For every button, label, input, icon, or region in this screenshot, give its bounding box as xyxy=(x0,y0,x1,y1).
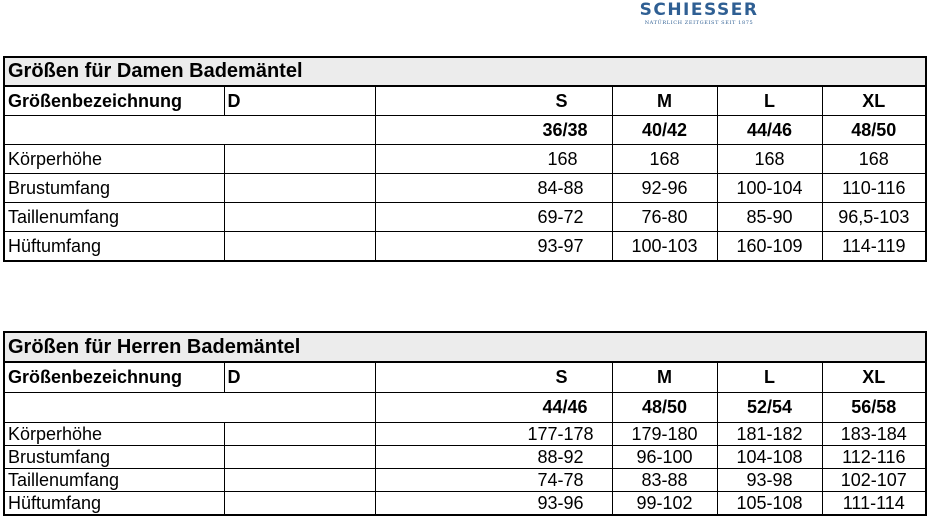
size-number-row xyxy=(4,116,926,145)
empty-cell xyxy=(224,446,375,469)
row-label: Brustumfang xyxy=(4,446,224,469)
value-cell: 99-102 xyxy=(612,492,717,516)
size-number-cell: 44/46 xyxy=(375,393,612,423)
empty-cell xyxy=(224,232,375,262)
value-cell: 96-100 xyxy=(612,446,717,469)
empty-cell xyxy=(224,145,375,174)
value-cell: 104-108 xyxy=(717,446,822,469)
table-title: Größen für Damen Bademäntel xyxy=(4,57,926,86)
value-cell: 168 xyxy=(822,145,926,174)
value-cell: 93-98 xyxy=(717,469,822,492)
value-cell: 112-116 xyxy=(822,446,926,469)
size-number-cell: 44/46 xyxy=(717,116,822,145)
value-cell: 76-80 xyxy=(612,203,717,232)
value-cell: 110-116 xyxy=(822,174,926,203)
value-cell: 85-90 xyxy=(717,203,822,232)
table-row xyxy=(4,145,926,174)
value-cell: 93-96 xyxy=(375,492,612,516)
value-cell: 181-182 xyxy=(717,423,822,446)
value-cell: 74-78 xyxy=(375,469,612,492)
size-header-row xyxy=(4,86,926,116)
value-cell: 83-88 xyxy=(612,469,717,492)
size-label-header: Größenbezeichnung xyxy=(4,86,224,116)
row-label: Hüftumfang xyxy=(4,492,224,516)
logo-tagline: NATÜRLICH ZEITGEIST SEIT 1875 xyxy=(644,20,754,26)
logo-brand: SCHIESSER xyxy=(639,0,759,20)
table-row xyxy=(4,423,926,446)
value-cell: 160-109 xyxy=(717,232,822,262)
value-cell: 168 xyxy=(612,145,717,174)
size-l-header: L xyxy=(717,86,822,116)
empty-cell xyxy=(224,174,375,203)
table-row xyxy=(4,492,926,516)
value-cell: 168 xyxy=(717,145,822,174)
size-number-cell: 48/50 xyxy=(612,393,717,423)
size-number-cell: 48/50 xyxy=(822,116,926,145)
value-cell: 177-178 xyxy=(375,423,612,446)
empty-cell xyxy=(224,492,375,516)
row-label: Körperhöhe xyxy=(4,423,224,446)
value-cell: 111-114 xyxy=(822,492,926,516)
size-l-header: L xyxy=(717,362,822,393)
row-label: Körperhöhe xyxy=(4,145,224,174)
row-label: Hüftumfang xyxy=(4,232,224,262)
size-number-cell: 36/38 xyxy=(375,116,612,145)
schiesser-logo xyxy=(624,0,774,30)
value-cell: 100-104 xyxy=(717,174,822,203)
row-label: Brustumfang xyxy=(4,174,224,203)
table-row xyxy=(4,446,926,469)
value-cell: 92-96 xyxy=(612,174,717,203)
value-cell: 88-92 xyxy=(375,446,612,469)
value-cell: 96,5-103 xyxy=(822,203,926,232)
men-size-table xyxy=(3,331,927,516)
row-label: Taillenumfang xyxy=(4,203,224,232)
size-m-header: M xyxy=(612,86,717,116)
empty-cell xyxy=(224,203,375,232)
value-cell: 84-88 xyxy=(375,174,612,203)
size-number-cell: 56/58 xyxy=(822,393,926,423)
table-title-row xyxy=(4,57,926,86)
size-system-header: D xyxy=(224,86,375,116)
value-cell: 179-180 xyxy=(612,423,717,446)
value-cell: 93-97 xyxy=(375,232,612,262)
value-cell: 105-108 xyxy=(717,492,822,516)
table-title: Größen für Herren Bademäntel xyxy=(4,332,926,362)
size-number-row xyxy=(4,393,926,423)
value-cell: 183-184 xyxy=(822,423,926,446)
value-cell: 102-107 xyxy=(822,469,926,492)
table-row xyxy=(4,469,926,492)
size-number-cell: 40/42 xyxy=(612,116,717,145)
table-title-row xyxy=(4,332,926,362)
table-row xyxy=(4,203,926,232)
value-cell: 114-119 xyxy=(822,232,926,262)
size-system-header: D xyxy=(224,362,375,393)
row-label: Taillenumfang xyxy=(4,469,224,492)
empty-cell xyxy=(224,469,375,492)
table-row xyxy=(4,232,926,262)
size-m-header: M xyxy=(612,362,717,393)
size-s-header: S xyxy=(375,86,612,116)
empty-cell xyxy=(4,116,375,145)
empty-cell xyxy=(224,423,375,446)
value-cell: 100-103 xyxy=(612,232,717,262)
size-number-cell: 52/54 xyxy=(717,393,822,423)
size-s-header: S xyxy=(375,362,612,393)
size-header-row xyxy=(4,362,926,393)
value-cell: 69-72 xyxy=(375,203,612,232)
size-xl-header: XL xyxy=(822,86,926,116)
empty-cell xyxy=(4,393,375,423)
women-size-table xyxy=(3,56,927,262)
size-xl-header: XL xyxy=(822,362,926,393)
value-cell: 168 xyxy=(375,145,612,174)
size-label-header: Größenbezeichnung xyxy=(4,362,224,393)
table-row xyxy=(4,174,926,203)
